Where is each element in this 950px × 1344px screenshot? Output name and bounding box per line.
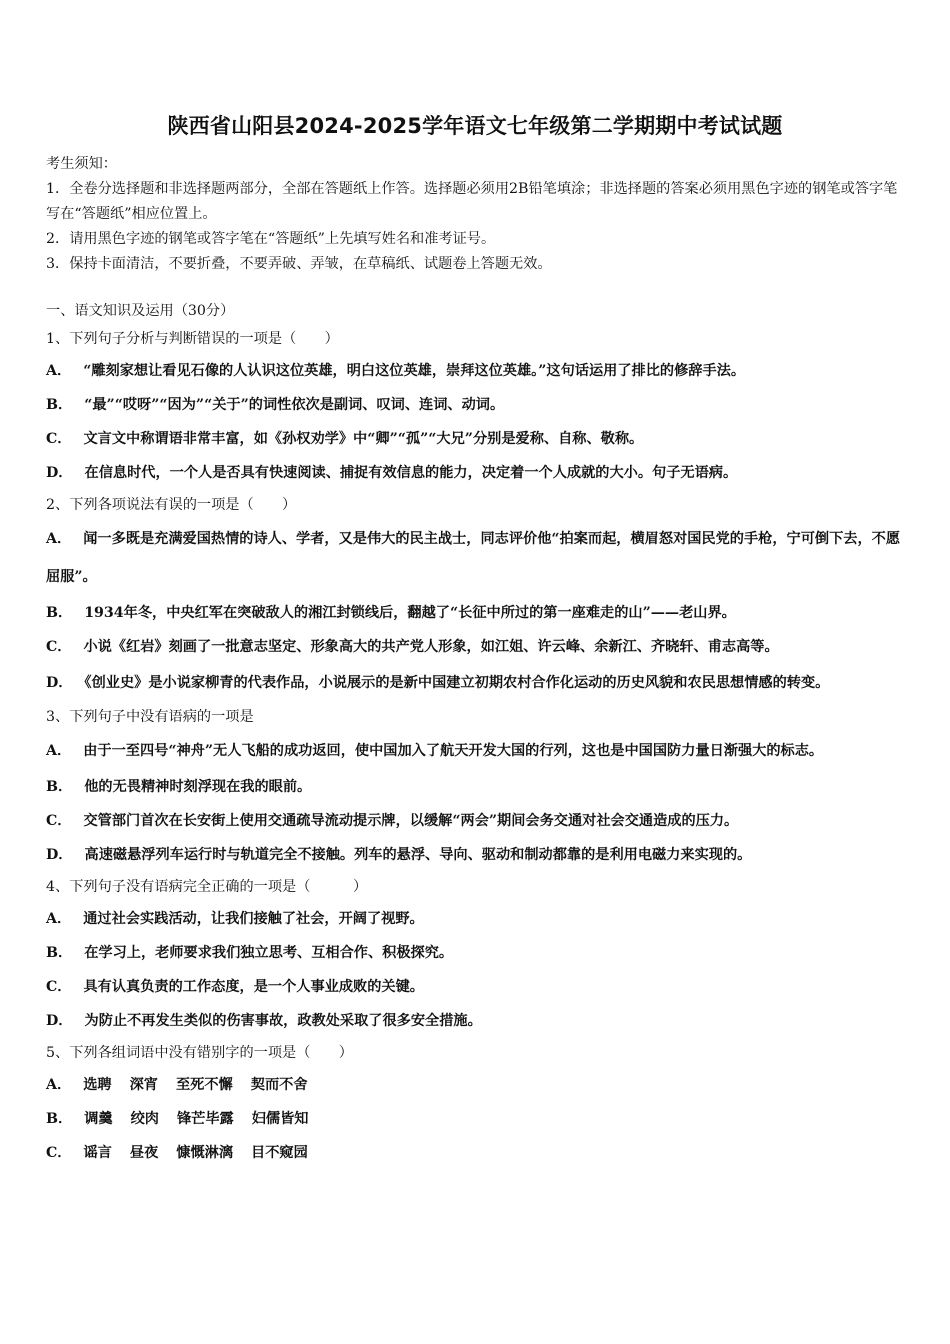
option-text: 1934年冬，中央红军在突破敌人的湘江封锁线后，翻越了“长征中所过的第一座难走的山”——老山界。 xyxy=(84,605,736,621)
notice-item: 1．全卷分选择题和非选择题两部分，全部在答题纸上作答。选择题必须用2B铅笔填涂；非选择题的答案必须用黑色字迹的钢笔或答字笔写在“答题纸”相应位置上。 xyxy=(46,181,898,222)
option-letter: D． xyxy=(46,675,73,691)
exam-notice xyxy=(46,152,908,277)
option-text: 为防止不再发生类似的伤害事故，政教处采取了很多安全措施。 xyxy=(84,1013,482,1029)
option-word: 昼夜 xyxy=(129,1145,159,1161)
option-letter: C． xyxy=(46,1145,72,1161)
option-letter: B． xyxy=(46,945,73,961)
option-letter: C． xyxy=(46,813,72,829)
question-2-stem: 2、下列各项说法有误的一项是（ ） xyxy=(46,497,297,513)
notice-item: 2．请用黑色字迹的钢笔或答字笔在“答题纸”上先填写姓名和准考证号。 xyxy=(46,231,496,247)
option-text: 交管部门首次在长安街上使用交通疏导流动提示牌，以缓解“两会”期间会务交通对社会交通造成的压力。 xyxy=(83,813,739,829)
option-letter: A． xyxy=(46,743,72,759)
option-word: 慷慨淋漓 xyxy=(176,1145,234,1161)
option-word: 调羹 xyxy=(84,1111,113,1127)
question-1-option-a[interactable] xyxy=(46,354,908,388)
option-letter: A． xyxy=(46,911,72,927)
exam-body xyxy=(46,298,908,1170)
question-3-option-b[interactable] xyxy=(46,770,908,804)
question-1-stem: 1、下列句子分析与判断错误的一项是（ ） xyxy=(46,331,339,347)
question-2-option-c[interactable] xyxy=(46,630,908,664)
option-letter: C． xyxy=(46,979,72,995)
section-heading: 一、语文知识及运用（30分） xyxy=(46,303,235,319)
question-5-option-a[interactable] xyxy=(46,1068,908,1102)
option-text: “雕刻家想让看见石像的人认识这位英雄，明白这位英雄，崇拜这位英雄。”这句话运用了排比的修辞手法。 xyxy=(83,363,746,379)
option-word: 深宵 xyxy=(129,1077,158,1093)
option-text: 高速磁悬浮列车运行时与轨道完全不接触。列车的悬浮、导向、驱动和制动都靠的是利用电磁力来实现的。 xyxy=(84,847,752,863)
question-4-option-a[interactable] xyxy=(46,902,908,936)
option-word: 契而不舍 xyxy=(250,1077,308,1093)
option-word: 谣言 xyxy=(83,1145,112,1161)
option-text: 通过社会实践活动，让我们接触了社会，开阔了视野。 xyxy=(83,911,424,927)
option-letter: D． xyxy=(46,1013,73,1029)
question-3-stem: 3、下列句子中没有语病的一项是 xyxy=(46,709,254,725)
option-text: “最”“哎呀”“因为”“关于”的词性依次是副词、叹词、连词、动词。 xyxy=(84,397,505,413)
question-1-option-c[interactable] xyxy=(46,422,908,456)
question-4-option-b[interactable] xyxy=(46,936,908,970)
option-word: 锋芒毕露 xyxy=(176,1111,234,1127)
question-1-option-d[interactable] xyxy=(46,456,908,490)
question-3-option-d[interactable] xyxy=(46,838,908,872)
option-letter: D． xyxy=(46,465,73,481)
option-word: 至死不懈 xyxy=(175,1077,233,1093)
question-5-option-c[interactable] xyxy=(46,1136,908,1170)
option-letter: C． xyxy=(46,431,72,447)
option-letter: A． xyxy=(46,363,72,379)
option-text: 由于一至四号“神舟”无人飞船的成功返回，使中国加入了航天开发大国的行列，这也是中国国防力量日渐强大的标志。 xyxy=(83,743,824,759)
option-text: 文言文中称谓语非常丰富，如《孙权劝学》中“卿”“孤”“大兄”分别是爱称、自称、敬称。 xyxy=(83,431,644,447)
option-text: 闻一多既是充满爱国热情的诗人、学者，又是伟大的民主战士，同志评价他“拍案而起，横眉怒对国民党的手枪，宁可倒下去，不愿屈服”。 xyxy=(46,531,901,585)
option-text: 小说《红岩》刻画了一批意志坚定、形象高大的共产党人形象，如江姐、许云峰、余新江、齐晓轩、甫志高等。 xyxy=(83,639,779,655)
question-3-option-c[interactable] xyxy=(46,804,908,838)
option-letter: A． xyxy=(46,531,72,547)
option-letter: B． xyxy=(46,1111,73,1127)
option-letter: C． xyxy=(46,639,72,655)
option-text: 在学习上，老师要求我们独立思考、互相合作、积极探究。 xyxy=(84,945,454,961)
notice-heading: 考生须知： xyxy=(46,156,117,172)
option-letter: B． xyxy=(46,397,73,413)
page-title: 陕西省山阳县2024-2025学年语文七年级第二学期期中考试试题 xyxy=(167,114,783,138)
option-letter: A． xyxy=(46,1077,72,1093)
option-letter: D． xyxy=(46,847,73,863)
option-text: 具有认真负责的工作态度，是一个人事业成败的关键。 xyxy=(83,979,424,995)
question-4-option-c[interactable] xyxy=(46,970,908,1004)
option-letter: B． xyxy=(46,605,73,621)
question-1-option-b[interactable] xyxy=(46,388,908,422)
question-4-option-d[interactable] xyxy=(46,1004,908,1038)
question-4-stem: 4、下列句子没有语病完全正确的一项是（ ） xyxy=(46,879,368,895)
option-word: 目不窥园 xyxy=(251,1145,308,1161)
option-word: 妇儒皆知 xyxy=(251,1111,309,1127)
question-2-option-a[interactable] xyxy=(46,520,908,596)
question-3-option-a[interactable] xyxy=(46,732,908,770)
question-5-stem: 5、下列各组词语中没有错别字的一项是（ ） xyxy=(46,1045,353,1061)
option-text: 在信息时代，一个人是否具有快速阅读、捕捉有效信息的能力，决定着一个人成就的大小。句子无语病。 xyxy=(84,465,738,481)
option-word: 绞肉 xyxy=(130,1111,159,1127)
question-2-option-b[interactable] xyxy=(46,596,908,630)
option-letter: B． xyxy=(46,779,73,795)
option-text: 他的无畏精神时刻浮现在我的眼前。 xyxy=(84,779,312,795)
question-2-option-d[interactable] xyxy=(46,664,908,702)
question-5-option-b[interactable] xyxy=(46,1102,908,1136)
option-word: 选聘 xyxy=(83,1077,112,1093)
option-text: 《创业史》是小说家柳青的代表作品，小说展示的是新中国建立初期农村合作化运动的历史风貌和农民思想情感的转变。 xyxy=(84,675,830,691)
notice-item: 3．保持卡面清洁，不要折叠，不要弄破、弄皱，在草稿纸、试题卷上答题无效。 xyxy=(46,256,552,272)
